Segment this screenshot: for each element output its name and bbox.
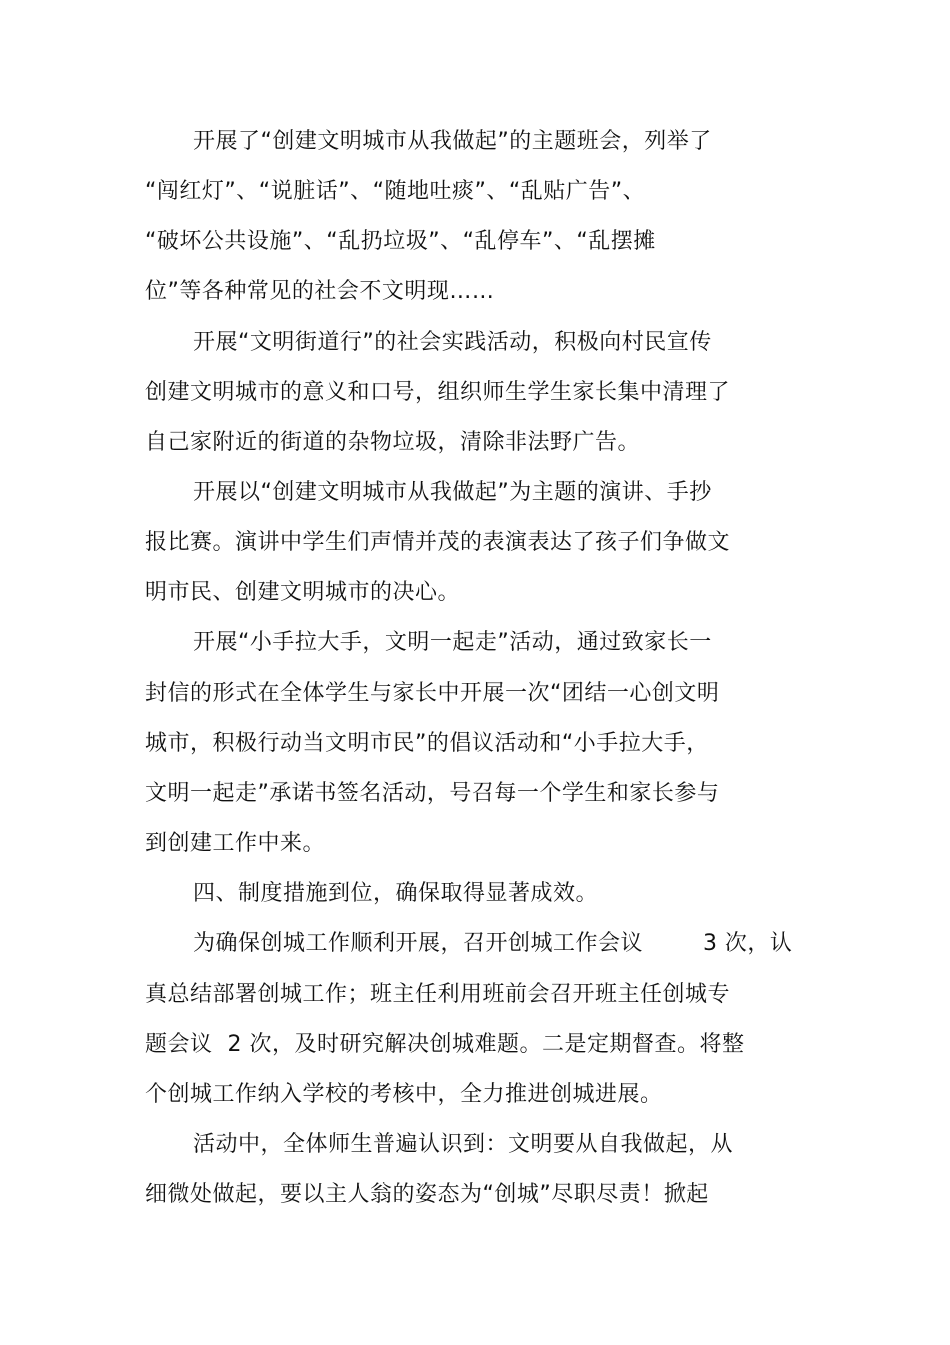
- text-line: 报比赛。演讲中学生们声情并茂的表演表达了孩子们争做文: [145, 530, 731, 555]
- text-line: 题会议 2 次，及时研究解决创城难题。二是定期督查。将整: [145, 1032, 745, 1057]
- text-line: 位”等各种常见的社会不文明现……: [145, 279, 495, 304]
- text-line: 创建文明城市的意义和口号，组织师生学生家长集中清理了: [145, 380, 731, 405]
- text-line: 开展“小手拉大手，文明一起走”活动，通过致家长一: [193, 630, 712, 655]
- text-line: 开展“文明街道行”的社会实践活动，积极向村民宣传: [193, 330, 712, 355]
- text-line: 为确保创城工作顺利开展，召开创城工作会议 3 次，认: [193, 931, 793, 956]
- text-line: 自己家附近的街道的杂物垃圾，清除非法野广告。: [145, 430, 641, 455]
- text-line: 开展了“创建文明城市从我做起”的主题班会，列举了: [193, 129, 712, 154]
- text-line: 个创城工作纳入学校的考核中，全力推进创城进展。: [145, 1082, 663, 1107]
- text-line: 到创建工作中来。: [145, 831, 326, 856]
- text-line: 城市，积极行动当文明市民”的倡议活动和“小手拉大手，: [145, 731, 709, 756]
- text-line: 封信的形式在全体学生与家长中开展一次“团结一心创文明: [145, 681, 720, 706]
- text-line: “闯红灯”、“说脏话”、“随地吐痰”、“乱贴广告”、: [145, 179, 646, 204]
- text-line: 真总结部署创城工作；班主任利用班前会召开班主任创城专: [145, 982, 731, 1007]
- text-line: 活动中，全体师生普遍认识到：文明要从自我做起，从: [193, 1132, 734, 1157]
- section-heading: 四、制度措施到位，确保取得显著成效。: [193, 881, 599, 906]
- text-line: 文明一起走”承诺书签名活动，号召每一个学生和家长参与: [145, 781, 720, 806]
- text-line: 开展以“创建文明城市从我做起”为主题的演讲、手抄: [193, 480, 712, 505]
- text-line: 明市民、创建文明城市的决心。: [145, 580, 461, 605]
- text-line: 细微处做起，要以主人翁的姿态为“创城”尽职尽责！掀起: [145, 1182, 709, 1207]
- text-line: “破坏公共设施”、“乱扔垃圾”、“乱停车”、“乱摆摊: [145, 229, 656, 254]
